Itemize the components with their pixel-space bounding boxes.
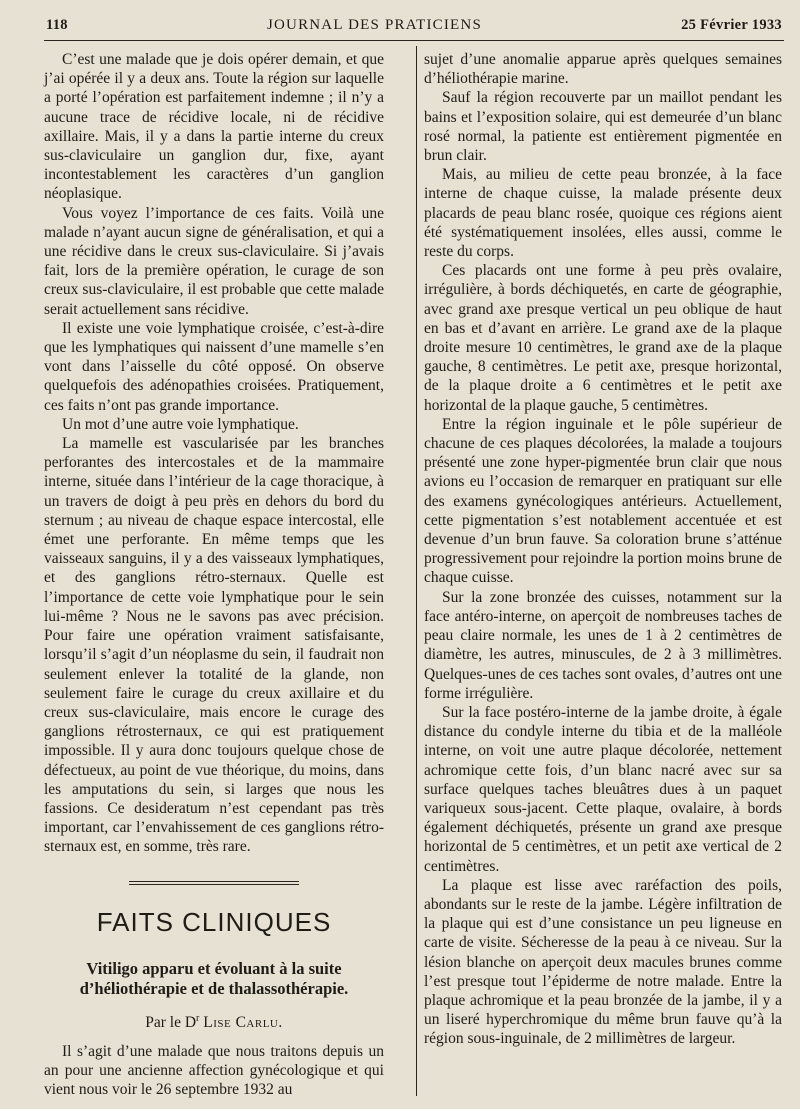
byline-prefix: Par le D xyxy=(145,1013,197,1031)
header-rule xyxy=(44,40,784,41)
column-divider xyxy=(416,46,417,1096)
byline-sup: r xyxy=(196,1012,200,1024)
paragraph: Un mot d’une autre voie lymphatique. xyxy=(62,415,299,433)
paragraph: Ces placards ont une forme à peu près ovalaire, irrégulière, à bords déchiquetés, en carte de géographie, avec grand axe presque vertical un peu oblique de haut en bas et d’avant en arrière. Le grand axe de la plaque droite mesure 10 centimètres, le grand axe de la plaque gauche, 8 centimètres. Le petit axe, presque horizontal, de la plaque droite a 6 centimètres et le petit axe horizontal de la plaque gauche, 5 centimètres. xyxy=(424,262,782,414)
running-head xyxy=(46,12,782,38)
page-number: 118 xyxy=(46,16,68,33)
paragraph: La plaque est lisse avec raréfaction des poils, abondants sur le reste de la jambe. Légère infiltration de la plaque qui est d’une consistance un peu ligneuse en carte de visite. Sécheresse de la peau à ce niveau. Sur la lésion blanche on aperçoit deux macules brunes comme l’est presque tout l’épiderme de notre malade. Entre la plaque achromique et la peau bronzée de la jambe, il y a un liseré hyperchromique du même brun fauve qu’à la région sous-inguinale, de 2 millimètres de largeur. xyxy=(424,876,782,1048)
paragraph: Sur la face postéro-interne de la jambe droite, à égale distance du condyle interne du tibia et de la malléole interne, on voit une autre plaque décolorée, nettement achromique cette fois, d’un blanc nacré avec sur sa surface quelques taches bleuâtres dues à un paquet variqueux sous-jacent. Cette plaque, ovalaire, à bords également déchiquetés, présente un grand axe presque horizontal de 5 centimètres, et un petit axe vertical de 2 centimètres. xyxy=(424,703,782,875)
byline-author: Lise Carlu. xyxy=(203,1013,283,1031)
paragraph: Il existe une voie lymphatique croisée, c’est-à-dire que les lymphatiques qui naissent d’une mamelle s’en vont dans l’aisselle du côté opposé. On observe quelquefois des adénopathies croisées. Pratiquement, ces faits n’ont pas grande importance. xyxy=(44,319,384,414)
section-separator xyxy=(129,881,299,885)
article-start: Il s’agit d’une malade que nous traitons depuis un an pour une ancienne affection gynécologique et qui vient nous voir le 26 septembre 1932 au xyxy=(44,1042,384,1099)
article-title: Vitiligo apparu et évoluant à la suite d’héliothérapie et de thalassothérapie. xyxy=(79,958,349,998)
paragraph: Entre la région inguinale et le pôle supérieur de chacune de ces plaques décolorées, la malade a toujours présenté une zone hyper-pigmentée brun clair que nous avions eu l’occasion de remarquer en pratiquant sur elle des examens gynécologiques antérieurs. Actuellement, cette pigmentation s’est notablement accentuée et est devenue d’un brun fauve. Sa coloration brune s’atténue progressivement pour rejoindre la portion moins brune de chaque cuisse. xyxy=(424,415,782,587)
paragraph: sujet d’une anomalie apparue après quelques semaines d’héliothérapie marine. xyxy=(424,51,782,88)
paragraph: Mais, au milieu de cette peau bronzée, à la face interne de chaque cuisse, la malade présente deux placards de peau blanc rosée, quoique ces régions aient été systématiquement insolées, elles aussi, comme le reste du corps. xyxy=(424,166,782,261)
issue-date: 25 Février 1933 xyxy=(681,16,782,33)
byline xyxy=(44,1009,384,1032)
paragraph: C’est une malade que je dois opérer demain, et que j’ai opérée il y a deux ans. Toute la région sur laquelle a porté l’opération est parfaitement indemne ; il n’y a aucune trace de récidive locale, ni de récidive axillaire. Mais, il y a dans la partie interne du creux sus-claviculaire un ganglion dur, fixe, ayant incontestablement les caractères d’un ganglion néoplasique. xyxy=(44,51,384,203)
paragraph: Sur la zone bronzée des cuisses, notamment sur la face antéro-interne, on aperçoit de nombreuses taches de peau claire normale, les unes de 1 à 2 centimètres de diamètre, les autres, minuscules, de 2 à 3 millimètres. Quelques-unes de ces taches sont ovales, d’autres ont une forme irrégulière. xyxy=(424,588,782,702)
section-title: FAITS CLINIQUES xyxy=(96,906,332,937)
paragraph: Vous voyez l’importance de ces faits. Voilà une malade n’ayant aucun signe de généralisation, et qui a une récidive dans le creux sus-claviculaire. Si j’avais fait, lors de la première opération, le curage de son creux sus-claviculaire, il est probable que cette malade serait actuellement sans récidive. xyxy=(44,204,384,318)
paragraph: La mamelle est vascularisée par les branches perforantes des intercostales et de la mammaire interne, située dans l’intérieur de la cage thoracique, à un travers de doigt à peu près en dehors du bord du sternum ; au niveau de chaque espace intercostal, elle émet une perforante. En même temps que les vaisseaux sanguins, il y a des vaisseaux lymphatiques, et des ganglions rétro-sternaux. Quelle est l’importance de cette voie lymphatique pour le sein lui-même ? Nous ne le savons pas avec précision. Pour faire une opération vraiment satisfaisante, lorsqu’il s’agit d’un néoplasme du sein, il faudrait non seulement enlever la totalité de la glande, non seulement faire le curage du creux axillaire et du creux sus-claviculaire, mais encore le curage des ganglions rétrosternaux, ce qui est pratiquement impossible. Il y aura donc toujours quelque chose de défectueux, au point de vue théorique, du moins, dans les amputations du sein, si larges que nous les fassions. Ce desideratum n’est cependant pas très important, car l’envahissement de ces ganglions rétro-sternaux est, en somme, très rare. xyxy=(44,435,384,856)
right-column xyxy=(424,50,782,1049)
paragraph: Sauf la région recouverte par un maillot pendant les bains et l’exposition solaire, qui est demeurée d’un blanc rosé normal, la patiente est entièrement pigmentée en brun clair. xyxy=(424,89,782,165)
left-column xyxy=(44,50,384,1100)
journal-title: JOURNAL DES PRATICIENS xyxy=(266,16,482,33)
